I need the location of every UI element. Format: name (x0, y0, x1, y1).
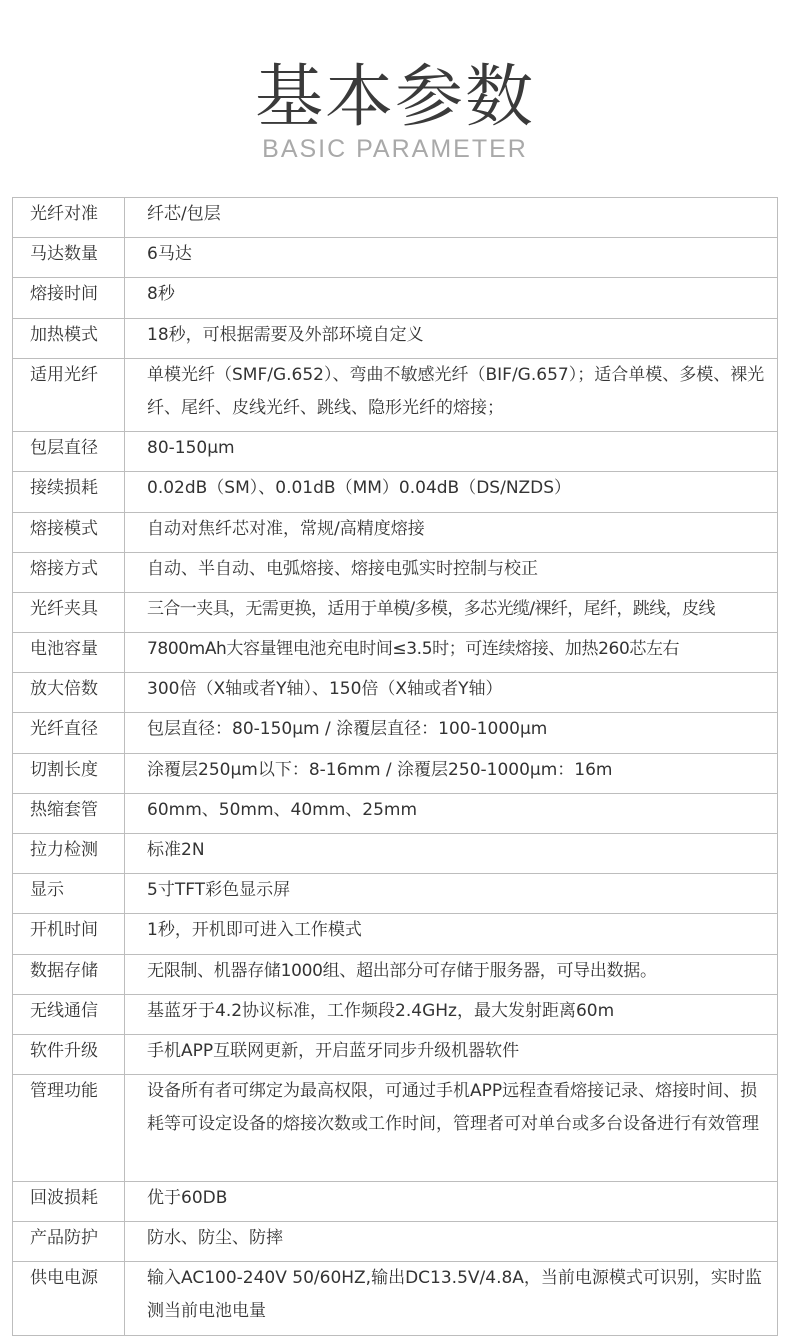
table-row (13, 432, 778, 472)
table-row (13, 592, 778, 632)
table-row (13, 713, 778, 753)
spec-value: 自动、半自动、电弧熔接、熔接电弧实时控制与校正 (125, 552, 778, 592)
spec-value: 纤芯/包层 (125, 198, 778, 238)
spec-label: 光纤对准 (13, 198, 125, 238)
spec-value: 三合一夹具，无需更换，适用于单模/多模，多芯光缆/裸纤，尾纤，跳线，皮线 (125, 592, 778, 632)
spec-label: 光纤直径 (13, 713, 125, 753)
spec-value: 手机APP互联网更新，开启蓝牙同步升级机器软件 (125, 1034, 778, 1074)
spec-label: 供电电源 (13, 1262, 125, 1335)
table-row (13, 994, 778, 1034)
spec-value: 基蓝牙于4.2协议标准，工作频段2.4GHz，最大发射距离60m (125, 994, 778, 1034)
table-row (13, 1262, 778, 1335)
spec-value: 8秒 (125, 278, 778, 318)
spec-label: 适用光纤 (13, 358, 125, 431)
spec-label: 接续损耗 (13, 472, 125, 512)
spec-value: 1秒，开机即可进入工作模式 (125, 914, 778, 954)
table-row (13, 318, 778, 358)
spec-table (12, 197, 778, 1336)
spec-label: 显示 (13, 874, 125, 914)
table-row (13, 834, 778, 874)
spec-label: 熔接时间 (13, 278, 125, 318)
spec-label: 产品防护 (13, 1221, 125, 1261)
header (0, 0, 790, 197)
page-title: 基本参数 (254, 58, 535, 137)
spec-value: 自动对焦纤芯对准，常规/高精度熔接 (125, 512, 778, 552)
table-row (13, 633, 778, 673)
spec-value: 包层直径：80-150μm / 涂覆层直径：100-1000μm (125, 713, 778, 753)
table-row (13, 512, 778, 552)
spec-label: 热缩套管 (13, 793, 125, 833)
table-row (13, 358, 778, 431)
spec-value: 18秒，可根据需要及外部环境自定义 (125, 318, 778, 358)
spec-label: 切割长度 (13, 753, 125, 793)
spec-label: 包层直径 (13, 432, 125, 472)
spec-label: 软件升级 (13, 1034, 125, 1074)
spec-label: 开机时间 (13, 914, 125, 954)
page-subtitle: BASIC PARAMETER (262, 135, 528, 163)
spec-value: 60mm、50mm、40mm、25mm (125, 793, 778, 833)
spec-value: 7800mAh大容量锂电池充电时间≤3.5时；可连续熔接、加热260芯左右 (125, 633, 778, 673)
spec-label: 放大倍数 (13, 673, 125, 713)
spec-label: 加热模式 (13, 318, 125, 358)
spec-value: 5寸TFT彩色显示屏 (125, 874, 778, 914)
table-row (13, 914, 778, 954)
spec-label: 熔接方式 (13, 552, 125, 592)
spec-label: 电池容量 (13, 633, 125, 673)
table-row (13, 753, 778, 793)
spec-value: 6马达 (125, 238, 778, 278)
spec-value: 300倍（X轴或者Y轴）、150倍（X轴或者Y轴） (125, 673, 778, 713)
spec-value: 输入AC100-240V 50/60HZ,输出DC13.5V/4.8A，当前电源模式可识别，实时监测当前电池电量 (125, 1262, 778, 1335)
spec-label: 回波损耗 (13, 1181, 125, 1221)
spec-value: 防水、防尘、防摔 (125, 1221, 778, 1261)
spec-value: 优于60DB (125, 1181, 778, 1221)
table-row (13, 874, 778, 914)
table-row (13, 793, 778, 833)
spec-value: 80-150μm (125, 432, 778, 472)
spec-label: 拉力检测 (13, 834, 125, 874)
table-row (13, 198, 778, 238)
table-row (13, 673, 778, 713)
table-row (13, 238, 778, 278)
table-row (13, 1075, 778, 1182)
table-row (13, 1181, 778, 1221)
spec-value: 涂覆层250μm以下：8-16mm / 涂覆层250-1000μm：16m (125, 753, 778, 793)
spec-label: 管理功能 (13, 1075, 125, 1182)
spec-value: 无限制、机器存储1000组、超出部分可存储于服务器，可导出数据。 (125, 954, 778, 994)
spec-label: 马达数量 (13, 238, 125, 278)
table-row (13, 552, 778, 592)
spec-label: 光纤夹具 (13, 592, 125, 632)
spec-value: 标准2N (125, 834, 778, 874)
spec-value: 设备所有者可绑定为最高权限，可通过手机APP远程查看熔接记录、熔接时间、损耗等可设定设备的熔接次数或工作时间，管理者可对单台或多台设备进行有效管理 (125, 1075, 778, 1182)
spec-label: 熔接模式 (13, 512, 125, 552)
table-row (13, 472, 778, 512)
spec-label: 无线通信 (13, 994, 125, 1034)
spec-value: 0.02dB（SM）、0.01dB（MM）0.04dB（DS/NZDS） (125, 472, 778, 512)
spec-label: 数据存储 (13, 954, 125, 994)
table-row (13, 1221, 778, 1261)
table-row (13, 1034, 778, 1074)
table-row (13, 278, 778, 318)
spec-value: 单模光纤（SMF/G.652）、弯曲不敏感光纤（BIF/G.657）；适合单模、多模、裸光纤、尾纤、皮线光纤、跳线、隐形光纤的熔接； (125, 358, 778, 431)
table-row (13, 954, 778, 994)
